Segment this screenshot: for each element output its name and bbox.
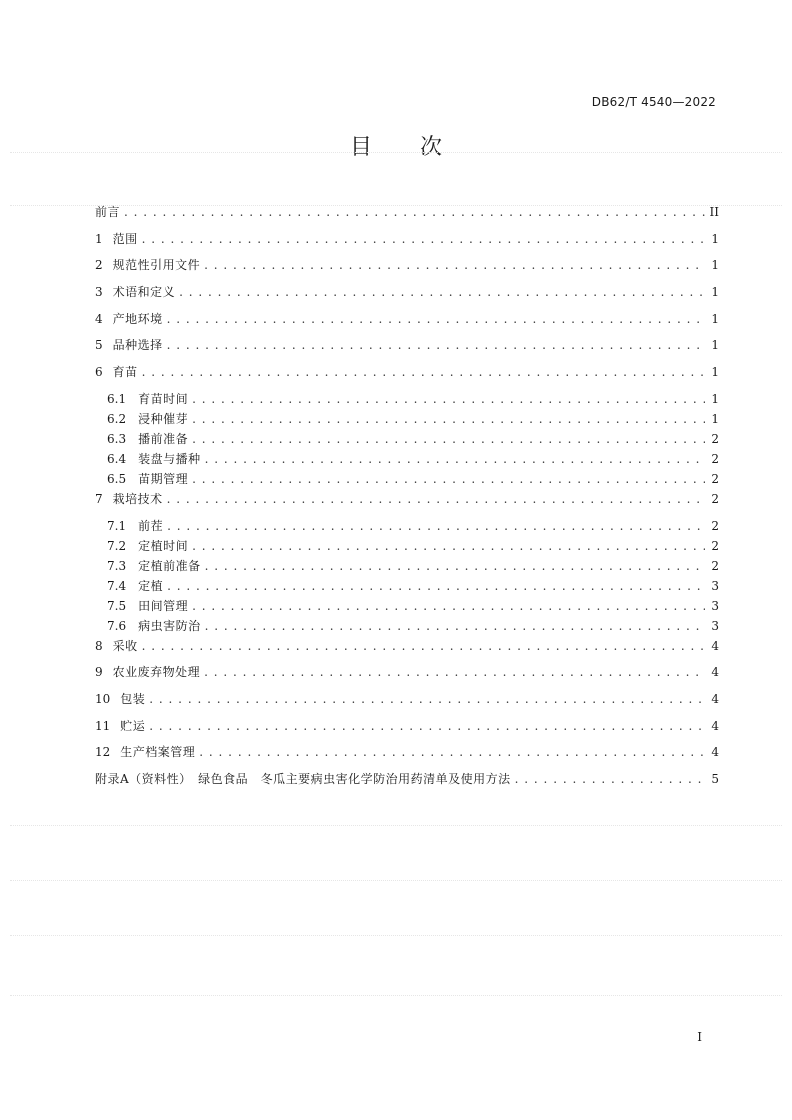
toc-entry[interactable]: [95, 577, 719, 597]
toc-entry-title: 装盘与播种: [138, 451, 201, 466]
toc-leader-dots: [192, 539, 705, 553]
toc-entry-page: 2: [711, 491, 719, 506]
toc-entry-page: 2: [711, 431, 719, 446]
toc-entry-title: 规范性引用文件: [112, 258, 201, 273]
toc-entry-number: 6.4: [107, 451, 127, 466]
toc-entry-title: 品种选择: [112, 338, 163, 353]
toc-entry[interactable]: [95, 743, 719, 770]
toc-leader-dots: [179, 285, 705, 299]
toc-entry-number: 5: [95, 338, 103, 353]
toc-entry-number: 6.3: [107, 431, 127, 446]
toc-entry-page: 1: [711, 285, 719, 300]
toc-entry-page: 1: [711, 411, 719, 426]
toc-entry[interactable]: [95, 557, 719, 577]
toc-leader-dots: [199, 745, 705, 759]
toc-entry-page: 2: [711, 558, 719, 573]
toc-leader-dots: [192, 412, 705, 426]
toc-entry-number: 7.4: [107, 578, 127, 593]
toc-entry-title: 附录A（资料性） 绿色食品 冬瓜主要病虫害化学防治用药清单及使用方法: [95, 771, 511, 786]
toc-entry-page: 4: [711, 745, 719, 760]
toc-entry-page: 4: [711, 638, 719, 653]
toc-entry-number: 6.2: [107, 411, 127, 426]
toc-entry-title: 浸种催芽: [138, 411, 189, 426]
toc-entry[interactable]: [95, 663, 719, 690]
page-number: I: [697, 1030, 702, 1044]
toc-entry-number: 1: [95, 231, 103, 246]
toc-entry-number: 2: [95, 258, 103, 273]
faint-rule: [10, 880, 782, 881]
toc-entry-page: II: [709, 205, 719, 219]
toc-entry[interactable]: [95, 617, 719, 637]
toc-entry-page: 2: [711, 471, 719, 486]
toc-entry-page: 1: [711, 231, 719, 246]
toc-entry-title: 田间管理: [138, 598, 189, 613]
toc-leader-dots: [167, 579, 705, 593]
toc-leader-dots: [192, 392, 705, 406]
toc-entry[interactable]: [95, 450, 719, 470]
toc-leader-dots: [149, 719, 705, 733]
toc-entry-title: 苗期管理: [138, 471, 189, 486]
toc-entry-number: 8: [95, 638, 103, 653]
toc-entry-title: 定植前准备: [138, 558, 201, 573]
toc-entry-number: 7.2: [107, 538, 127, 553]
toc-leader-dots: [204, 258, 705, 272]
toc-entry[interactable]: [95, 230, 719, 257]
toc-entry-page: 1: [711, 365, 719, 380]
toc-leader-dots: [167, 338, 705, 352]
toc-entry[interactable]: [95, 690, 719, 717]
toc-entry-title: 定植时间: [138, 538, 189, 553]
toc-leader-dots: [167, 519, 705, 533]
toc-entry-page: 4: [711, 691, 719, 706]
toc-leader-dots: [192, 599, 705, 613]
toc-entry-title: 育苗时间: [138, 391, 189, 406]
toc-entry-title: 产地环境: [112, 311, 163, 326]
toc-entry-title: 生产档案管理: [120, 745, 196, 760]
toc-leader-dots: [142, 232, 705, 246]
toc-entry[interactable]: [95, 470, 719, 490]
toc-entry-page: 2: [711, 518, 719, 533]
toc-entry-page: 1: [711, 258, 719, 273]
toc-entry-title: 栽培技术: [112, 491, 163, 506]
document-code: DB62/T 4540—2022: [591, 95, 716, 109]
toc-entry[interactable]: [95, 430, 719, 450]
toc-entry[interactable]: [95, 203, 719, 230]
toc-entry-title: 播前准备: [138, 431, 189, 446]
toc-entry-number: 12: [95, 745, 111, 760]
toc-entry-number: 7.5: [107, 598, 127, 613]
toc-entry[interactable]: [95, 717, 719, 744]
toc-entry[interactable]: [95, 390, 719, 410]
toc-entry-title: 前茬: [138, 518, 164, 533]
toc-entry[interactable]: [95, 490, 719, 517]
toc-entry-page: 5: [711, 771, 719, 786]
toc-entry-title: 前言: [95, 205, 121, 219]
toc-entry[interactable]: [95, 410, 719, 430]
toc-leader-dots: [124, 205, 705, 219]
toc-entry-title: 病虫害防治: [138, 618, 201, 633]
toc-entry[interactable]: [95, 770, 719, 797]
toc-entry[interactable]: [95, 637, 719, 664]
toc-leader-dots: [142, 639, 705, 653]
toc-entry-number: 3: [95, 285, 103, 300]
toc-entry-number: 9: [95, 665, 103, 680]
toc-entry-number: 10: [95, 691, 111, 706]
toc-leader-dots: [192, 432, 705, 446]
toc-entry[interactable]: [95, 537, 719, 557]
toc-entry[interactable]: [95, 256, 719, 283]
toc-leader-dots: [205, 559, 705, 573]
toc-entry-page: 3: [711, 618, 719, 633]
toc-entry-number: 7.6: [107, 618, 127, 633]
toc-entry-page: 3: [711, 578, 719, 593]
toc-entry-number: 7: [95, 491, 103, 506]
toc-entry-page: 4: [711, 665, 719, 680]
toc-leader-dots: [205, 452, 705, 466]
toc-entry-page: 1: [711, 311, 719, 326]
table-of-contents: [95, 203, 719, 797]
toc-entry[interactable]: [95, 597, 719, 617]
toc-leader-dots: [167, 492, 705, 506]
toc-leader-dots: [167, 312, 705, 326]
toc-entry[interactable]: [95, 336, 719, 363]
toc-leader-dots: [192, 472, 705, 486]
toc-entry-title: 采收: [112, 638, 138, 653]
toc-leader-dots: [515, 772, 705, 786]
toc-leader-dots: [205, 619, 705, 633]
toc-entry-number: 6.5: [107, 471, 127, 486]
toc-entry-page: 1: [711, 338, 719, 353]
toc-entry[interactable]: [95, 310, 719, 337]
toc-entry-title: 育苗: [112, 365, 138, 380]
page-title: 目次: [349, 135, 490, 160]
toc-entry-number: 7.1: [107, 518, 127, 533]
toc-entry-title: 农业废弃物处理: [112, 665, 201, 680]
toc-entry-number: 7.3: [107, 558, 127, 573]
faint-rule: [10, 935, 782, 936]
toc-entry-page: 2: [711, 451, 719, 466]
toc-entry-page: 2: [711, 538, 719, 553]
toc-leader-dots: [142, 365, 705, 379]
toc-entry[interactable]: [95, 517, 719, 537]
toc-entry-title: 术语和定义: [112, 285, 176, 300]
toc-entry-page: 3: [711, 598, 719, 613]
toc-entry[interactable]: [95, 363, 719, 390]
toc-entry-page: 1: [711, 391, 719, 406]
toc-entry-title: 范围: [112, 231, 138, 246]
toc-entry[interactable]: [95, 283, 719, 310]
toc-entry-number: 11: [95, 718, 111, 733]
toc-entry-page: 4: [711, 718, 719, 733]
faint-rule: [10, 995, 782, 996]
toc-entry-number: 4: [95, 311, 103, 326]
toc-entry-number: 6: [95, 365, 103, 380]
toc-entry-number: 6.1: [107, 391, 127, 406]
toc-entry-title: 定植: [138, 578, 164, 593]
toc-leader-dots: [149, 692, 705, 706]
toc-leader-dots: [204, 665, 705, 679]
faint-rule: [10, 825, 782, 826]
toc-entry-title: 贮运: [120, 718, 146, 733]
faint-rule: [10, 152, 782, 153]
toc-entry-title: 包装: [120, 691, 146, 706]
